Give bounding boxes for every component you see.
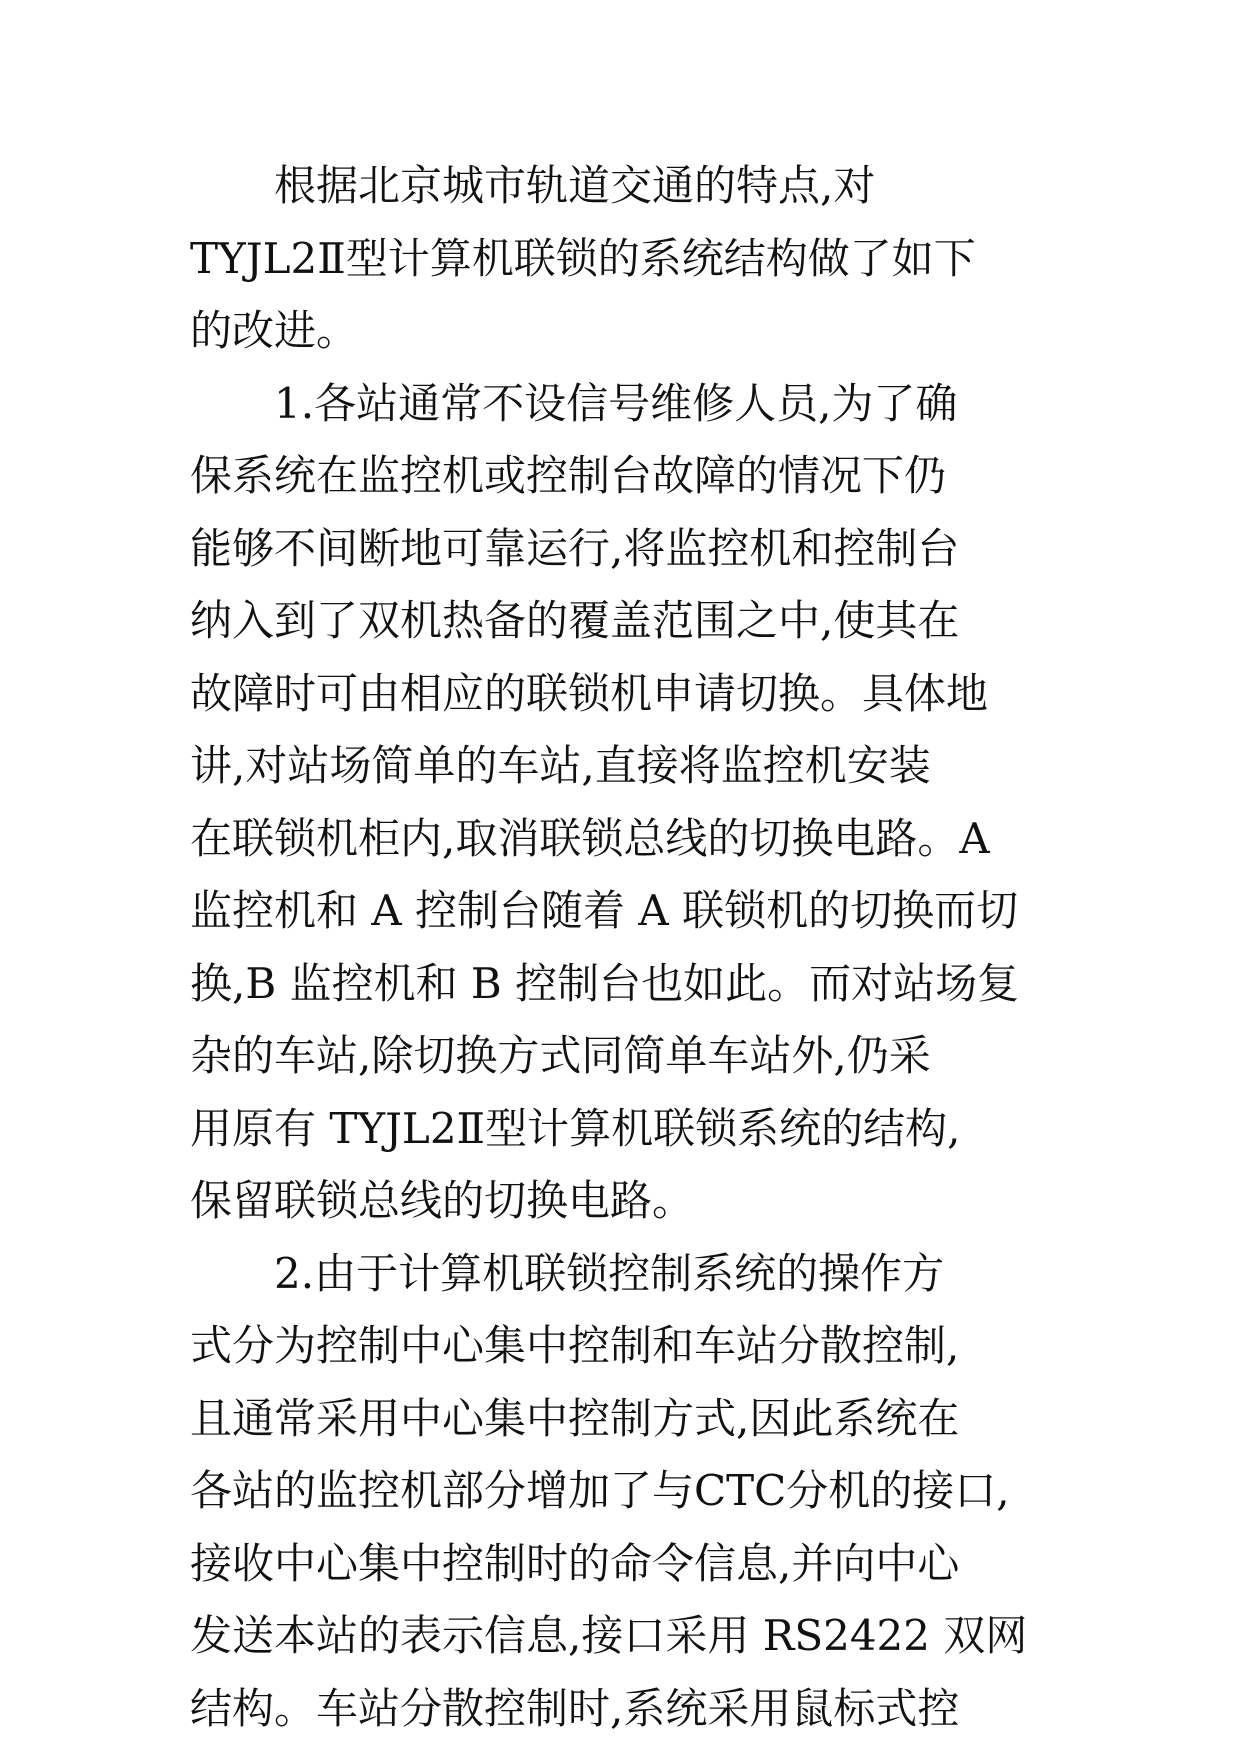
text-line: 保留联锁总线的切换电路。 bbox=[190, 1176, 695, 1225]
text-line: 保系统在监控机或控制台故障的情况下仍 bbox=[190, 451, 947, 500]
text-line: 讲,对站场简单的车站,直接将监控机安装 bbox=[190, 741, 931, 790]
text-line: 故障时可由相应的联锁机申请切换。具体地 bbox=[190, 668, 989, 718]
text-line: 且通常采用中心集中控制方式,因此系统在 bbox=[190, 1393, 960, 1443]
paragraph-2 bbox=[190, 368, 1070, 1238]
text-line: 在联锁机柜内,取消联锁总线的切换电路。A bbox=[190, 813, 990, 863]
text-line: 换,B 监控机和 B 控制台也如此。而对站场复 bbox=[190, 958, 1020, 1008]
text-line: 监控机和 A 控制台随着 A 联锁机的切换而切 bbox=[190, 886, 1019, 935]
text-line: 发送本站的表示信息,接口采用 RS2422 双网 bbox=[190, 1611, 1028, 1660]
text-line: 结构。车站分散控制时,系统采用鼠标式控 bbox=[190, 1683, 960, 1733]
paragraph-1 bbox=[190, 150, 1070, 368]
document-body bbox=[190, 150, 1070, 1745]
text-line: 杂的车站,除切换方式同简单车站外,仍采 bbox=[190, 1031, 931, 1080]
text-line: TYJL2Ⅱ型计算机联锁的系统结构做了如下 bbox=[190, 233, 976, 283]
text-line: 用原有 TYJL2Ⅱ型计算机联锁系统的结构, bbox=[190, 1103, 961, 1153]
text-line: 2.由于计算机联锁控制系统的操作方 bbox=[274, 1248, 945, 1298]
text-line: 的改进。 bbox=[190, 306, 359, 355]
text-line: 能够不间断地可靠运行,将监控机和控制台 bbox=[190, 523, 960, 573]
text-line: 1.各站通常不设信号维修人员,为了确 bbox=[274, 378, 958, 428]
text-line: 纳入到了双机热备的覆盖范围之中,使其在 bbox=[190, 596, 960, 645]
text-line: 各站的监控机部分增加了与CTC分机的接口, bbox=[190, 1466, 1010, 1515]
text-line: 接收中心集中控制时的命令信息,并向中心 bbox=[190, 1538, 960, 1588]
paragraph-3 bbox=[190, 1238, 1070, 1746]
text-line: 式分为控制中心集中控制和车站分散控制, bbox=[190, 1321, 960, 1370]
text-line: 根据北京城市轨道交通的特点,对 bbox=[274, 161, 876, 210]
